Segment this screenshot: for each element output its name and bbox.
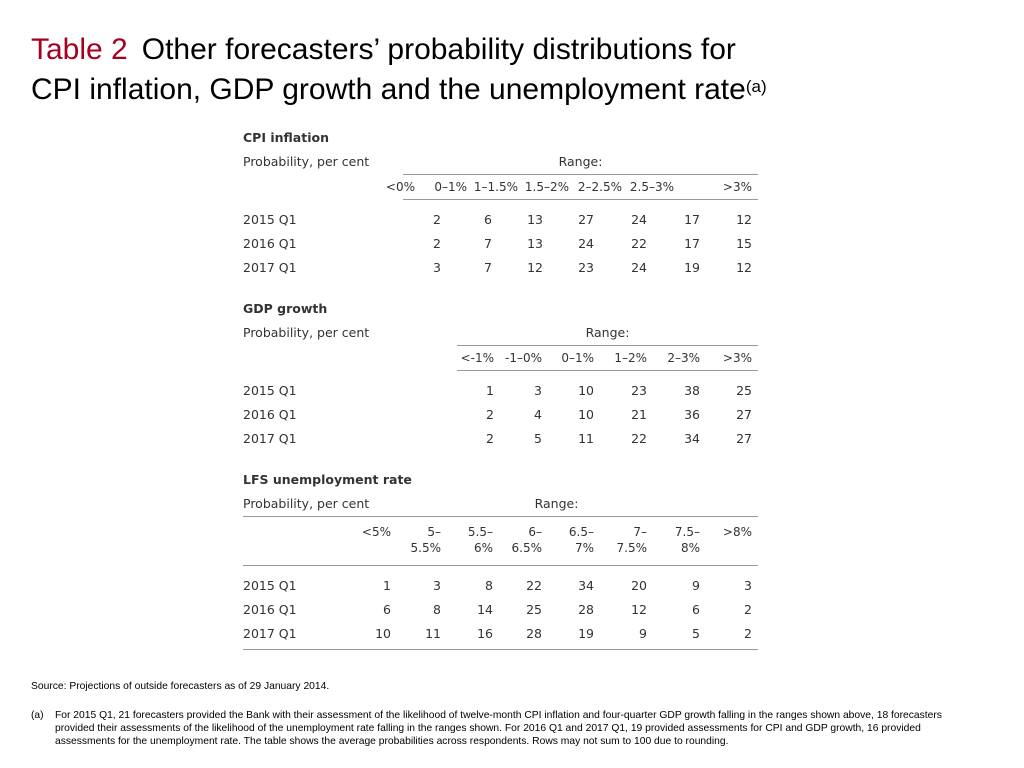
table-cell: 23	[631, 383, 647, 398]
table-cell: 11	[425, 626, 441, 641]
column-header: 2–2.5%	[577, 180, 622, 194]
column-header: 0–1%	[561, 351, 594, 365]
cpi-inflation-table	[243, 126, 758, 280]
table-bottom-rule	[243, 646, 758, 650]
row-label: 2015 Q1	[243, 383, 297, 398]
table-cell: 5	[534, 431, 542, 446]
table-cell: 28	[526, 626, 542, 641]
column-header: <5%	[361, 525, 391, 539]
column-header: 6– 6.5%	[511, 525, 542, 555]
table-row	[243, 403, 758, 427]
table-cell: 38	[684, 383, 700, 398]
table-cell: 27	[736, 407, 752, 422]
table-cell: 9	[639, 626, 647, 641]
table-cell: 34	[578, 578, 594, 593]
table-cell: 2	[433, 212, 441, 227]
section-title: LFS unemployment rate	[243, 472, 412, 487]
table-cell: 3	[744, 578, 752, 593]
column-header: 0–1%	[434, 180, 467, 194]
range-label: Range:	[585, 325, 630, 340]
table-cell: 2	[433, 236, 441, 251]
lfs-unemployment-table	[243, 468, 758, 650]
column-header-row	[457, 345, 758, 371]
table-cell: 17	[684, 212, 700, 227]
table-cell: 8	[485, 578, 493, 593]
table-cell: 19	[578, 626, 594, 641]
table-cell: 1	[486, 383, 494, 398]
probability-label: Probability, per cent	[243, 154, 370, 169]
table-cell: 4	[534, 407, 542, 422]
table-cell: 9	[692, 578, 700, 593]
row-label: 2016 Q1	[243, 602, 297, 617]
source-note: Source: Projections of outside forecasters as of 29 January 2014.	[31, 681, 330, 692]
footnote-marker: (a)	[31, 710, 44, 721]
row-label: 2017 Q1	[243, 626, 297, 641]
table-cell: 25	[736, 383, 752, 398]
column-header: >3%	[722, 180, 752, 194]
column-header: 2–3%	[667, 351, 700, 365]
table-cell: 24	[631, 212, 647, 227]
table-cell: 28	[578, 602, 594, 617]
table-row	[243, 427, 758, 451]
footnote-text: For 2015 Q1, 21 forecasters provided the Bank with their assessment of the likelihood of twelve-month CPI inflation and four-quarter GDP growth falling in the ranges shown above, 18 forecasters provided their assessments of the likelihood of the unemployment rate falling in the ranges shown. For 2016 Q1 and 2017 Q1, 19 provided assessments for CPI and GDP growth, 16 provided assessments for the unemployment rate. The table shows the average probabilities across respondents. Rows may not sum to 100 due to rounding.	[55, 710, 942, 747]
table-cell: 6	[692, 602, 700, 617]
column-header: 7– 7.5%	[616, 525, 647, 555]
table-cell: 13	[527, 212, 543, 227]
column-header: -1–0%	[504, 351, 542, 365]
section-title: GDP growth	[243, 301, 328, 316]
title-line-1: Other forecasters’ probability distributions for	[141, 33, 736, 66]
table-cell: 14	[477, 602, 493, 617]
table-cell: 36	[684, 407, 700, 422]
table-cell: 1	[383, 578, 391, 593]
table-cell: 7	[484, 236, 492, 251]
table-row	[243, 208, 758, 232]
row-label: 2015 Q1	[243, 212, 297, 227]
table-cell: 11	[578, 431, 594, 446]
table-cell: 2	[486, 431, 494, 446]
table-cell: 6	[484, 212, 492, 227]
column-header: <-1%	[460, 351, 494, 365]
row-label: 2017 Q1	[243, 260, 297, 275]
table-cell: 19	[684, 260, 700, 275]
column-header: 1–1.5%	[473, 180, 518, 194]
column-header: 5– 5.5%	[410, 525, 441, 555]
table-cell: 27	[736, 431, 752, 446]
table-cell: 3	[534, 383, 542, 398]
title-line-2: CPI inflation, GDP growth and the unemployment rate	[31, 73, 746, 106]
table-cell: 3	[433, 260, 441, 275]
row-label: 2016 Q1	[243, 407, 297, 422]
row-label: 2016 Q1	[243, 236, 297, 251]
title-footnote-marker: (a)	[745, 77, 767, 96]
table-cell: 12	[631, 602, 647, 617]
table-cell: 25	[526, 602, 542, 617]
table-row	[243, 622, 758, 646]
table-cell: 22	[631, 236, 647, 251]
column-header: 7.5– 8%	[674, 525, 700, 555]
table-cell: 22	[631, 431, 647, 446]
table-cell: 2	[486, 407, 494, 422]
table-cell: 22	[526, 578, 542, 593]
table-cell: 2	[744, 602, 752, 617]
table-row	[243, 379, 758, 403]
table-cell: 34	[684, 431, 700, 446]
column-header: >8%	[722, 525, 752, 539]
table-cell: 10	[578, 407, 594, 422]
footnote	[31, 709, 976, 748]
probability-label: Probability, per cent	[243, 496, 370, 511]
table-cell: 21	[631, 407, 647, 422]
table-cell: 12	[527, 260, 543, 275]
table-cell: 10	[578, 383, 594, 398]
column-header: 1–2%	[614, 351, 647, 365]
column-header-row	[243, 516, 758, 566]
table-cell: 13	[527, 236, 543, 251]
table-cell: 15	[736, 236, 752, 251]
column-header: 1.5–2%	[524, 180, 569, 194]
table-cell: 12	[736, 260, 752, 275]
table-cell: 7	[484, 260, 492, 275]
column-header: <0%	[385, 180, 415, 194]
table-cell: 24	[578, 236, 594, 251]
probability-label: Probability, per cent	[243, 325, 370, 340]
table-cell: 23	[578, 260, 594, 275]
column-header: 6.5– 7%	[568, 525, 594, 555]
table-cell: 3	[433, 578, 441, 593]
range-label: Range:	[534, 496, 579, 511]
table-cell: 5	[692, 626, 700, 641]
section-title: CPI inflation	[243, 130, 329, 145]
table-cell: 10	[375, 626, 391, 641]
row-label: 2015 Q1	[243, 578, 297, 593]
table-cell: 2	[744, 626, 752, 641]
row-label: 2017 Q1	[243, 431, 297, 446]
table-cell: 16	[477, 626, 493, 641]
column-header-row	[385, 174, 758, 200]
column-header: 5.5– 6%	[467, 525, 493, 555]
table-row	[243, 256, 758, 280]
table-cell: 20	[631, 578, 647, 593]
table-row	[243, 598, 758, 622]
gdp-growth-table	[243, 297, 758, 451]
table-cell: 8	[433, 602, 441, 617]
column-header: 2.5–3%	[629, 180, 674, 194]
column-header: >3%	[722, 351, 752, 365]
table-cell: 27	[578, 212, 594, 227]
table-cell: 12	[736, 212, 752, 227]
table-label: Table 2	[31, 33, 128, 66]
page-title	[31, 30, 991, 110]
table-cell: 6	[383, 602, 391, 617]
table-cell: 24	[631, 260, 647, 275]
range-label: Range:	[558, 154, 603, 169]
table-cell: 17	[684, 236, 700, 251]
table-row	[243, 574, 758, 598]
table-row	[243, 232, 758, 256]
